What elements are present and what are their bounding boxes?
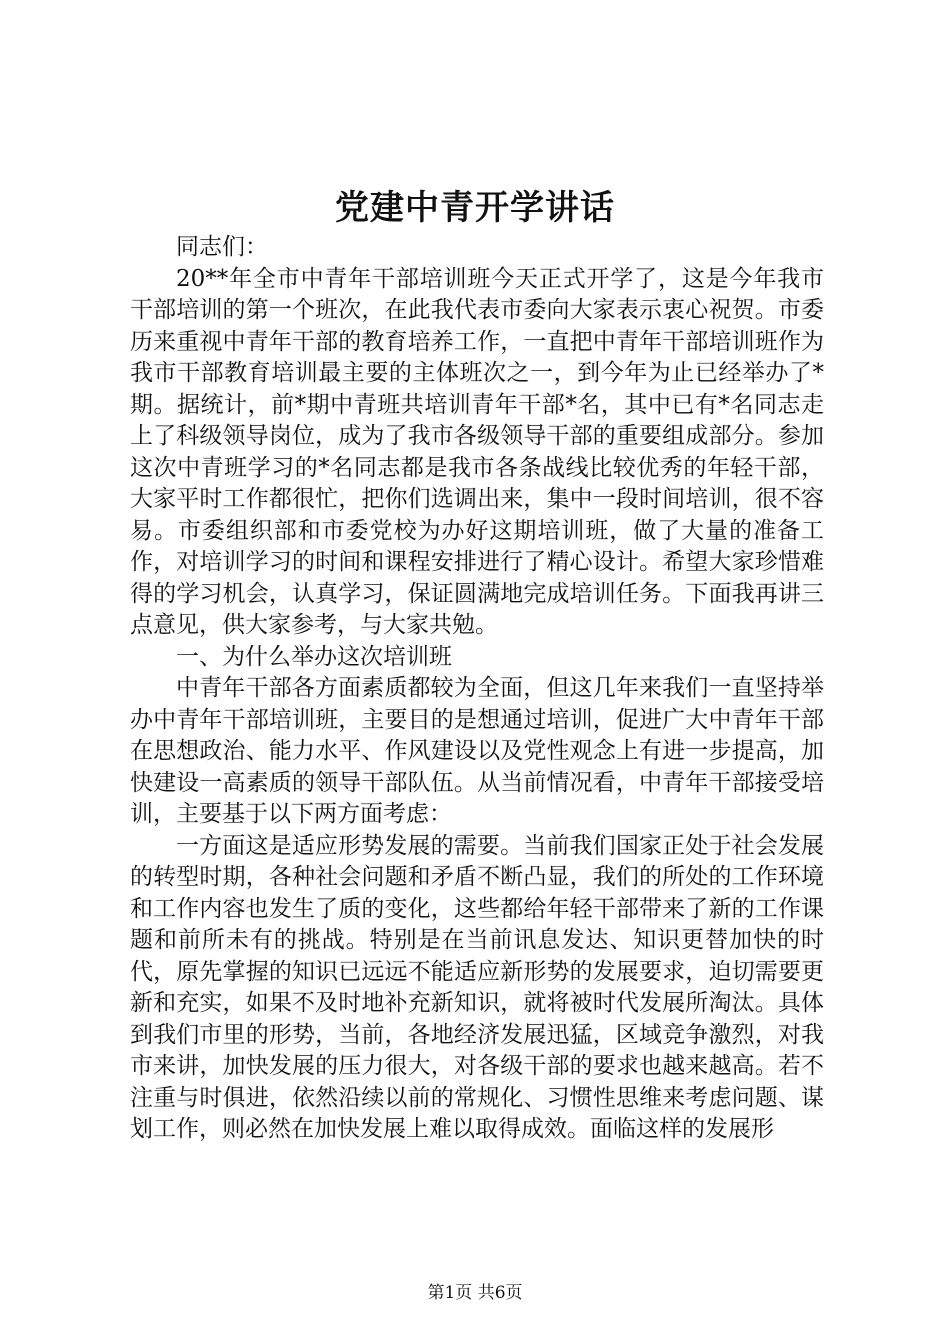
- section-heading: 一、为什么举办这次培训班: [176, 643, 452, 670]
- document-title: 党建中青开学讲话: [335, 188, 615, 228]
- salutation-paragraph: 同志们：: [176, 234, 268, 260]
- body-paragraph: 中青年干部各方面素质都较为全面，但这几年来我们一直坚持举办中青年干部培训班，主要目的是想通过培训，促进广大中青年干部在思想政治、能力水平、作风建设以及党性观念上有进一步提高，加快建设一高素质的领导干部队伍。从当前情况看，中青年干部接受培训，主要基于以下两方面考虑：: [130, 675, 824, 827]
- page-number-footer: 第1页 共6页: [427, 1283, 523, 1303]
- body-paragraph: 一方面这是适应形势发展的需要。当前我们国家正处于社会发展的转型时期，各种社会问题和矛盾不断凸显，我们的所处的工作环境和工作内容也发生了质的变化，这些都给年轻干部带来了新的工作课题和前所未有的挑战。特别是在当前讯息发达、知识更替加快的时代，原先掌握的知识已远远不能适应新形势的发展要求，迫切需要更新和充实，如果不及时地补充新知识，就将被时代发展所淘汰。具体到我们市里的形势，当前，各地经济发展迅猛，区域竞争激烈，对我市来讲，加快发展的压力很大，对各级干部的要求也越来越高。若不注重与时俱进，依然沿续以前的常规化、习惯性思维来考虑问题、谋划工作，则必然在加快发展上难以取得成效。面临这样的发展形: [130, 832, 824, 1142]
- intro-paragraph: 20**年全市中青年干部培训班今天正式开学了，这是今年我市干部培训的第一个班次，在此我代表市委向大家表示衷心祝贺。市委历来重视中青年干部的教育培养工作，一直把中青年干部培训班作为我市干部教育培训最主要的主体班次之一，到今年为止已经举办了*期。据统计，前*期中青班共培训青年干部*名，其中已有*名同志走上了科级领导岗位，成为了我市各级领导干部的重要组成部分。参加这次中青班学习的*名同志都是我市各条战线比较优秀的年轻干部，大家平时工作都很忙，把你们选调出来，集中一段时间培训，很不容易。市委组织部和市委党校为办好这期培训班，做了大量的准备工作，对培训学习的时间和课程安排进行了精心设计。希望大家珍惜难得的学习机会，认真学习，保证圆满地完成培训任务。下面我再讲三点意见，供大家参考，与大家共勉。: [130, 265, 824, 638]
- document-body: [130, 232, 824, 1146]
